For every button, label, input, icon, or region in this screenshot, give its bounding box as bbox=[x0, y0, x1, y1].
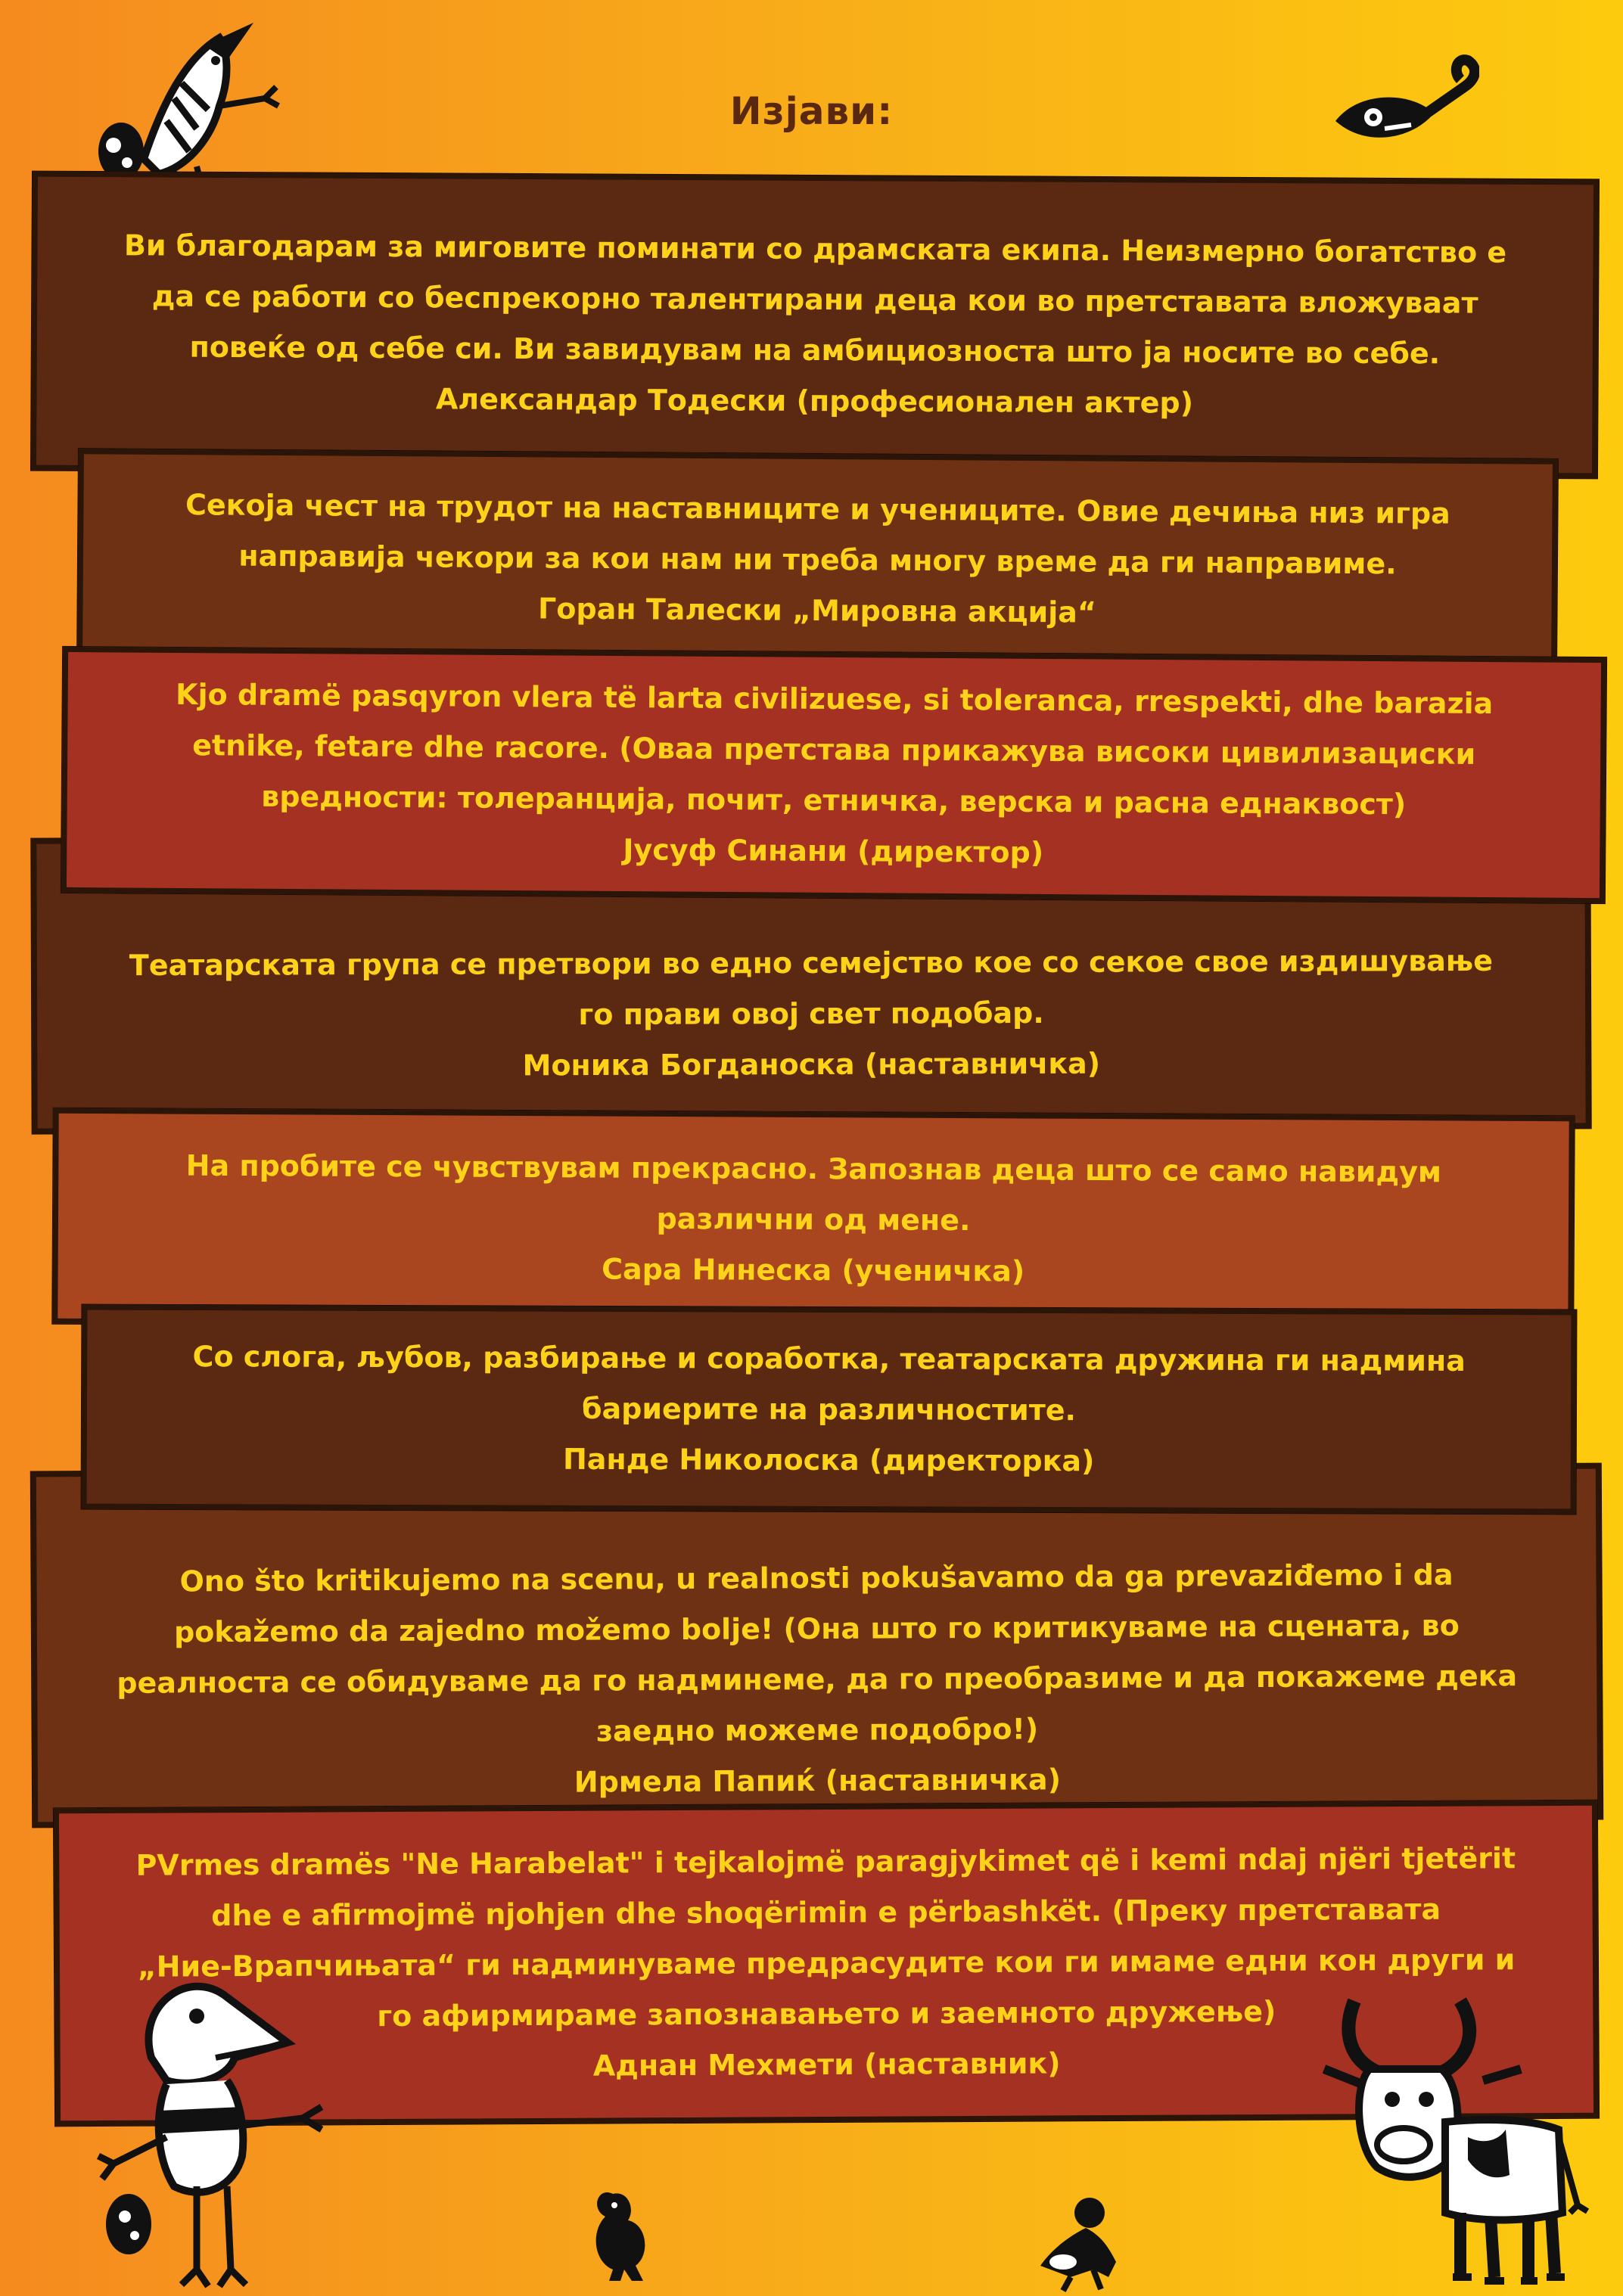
quote-line: вредности: толеранција, почит, етничка, верска и расна еднаквост) bbox=[261, 779, 1407, 821]
quote-card bbox=[82, 1305, 1577, 1515]
fish-icon bbox=[1328, 53, 1479, 166]
quote-card bbox=[52, 1108, 1574, 1332]
quote-text bbox=[93, 220, 1537, 430]
quote-line: го афирмираме запознавањето и заемното дружење) bbox=[377, 1994, 1276, 2033]
quote-author: Аднан Мехмети (наставник) bbox=[592, 2046, 1061, 2083]
quote-author: Сара Нинеска (ученичка) bbox=[602, 1252, 1025, 1288]
quote-text bbox=[99, 935, 1524, 1092]
quote-line: различни од мене. bbox=[656, 1201, 971, 1238]
quote-author: Александар Тодески (професионален актер) bbox=[435, 381, 1194, 420]
quote-card bbox=[77, 449, 1558, 671]
quote-author: Горан Талески „Мировна акција“ bbox=[538, 591, 1097, 629]
quote-line: Ви благодарам за миговите поминати со драмската екипа. Неизмерно богатство е bbox=[123, 228, 1507, 269]
bird-character-icon bbox=[83, 1959, 340, 2292]
quote-line: повеќе од себе си. Ви завидувам на амбициозноста што ја носите во себе. bbox=[189, 330, 1441, 370]
quote-text bbox=[154, 479, 1481, 640]
quote-line: Театарската група се претвори во едно семејство кое со секое свое издишување bbox=[129, 943, 1494, 982]
quote-line: pokažemo da zajedno možemo bolje! (Она што го критикуваме на сцената, во bbox=[173, 1608, 1460, 1648]
quote-line: го прави овој свет подобар. bbox=[578, 996, 1044, 1031]
quote-line: PVrmes dramës "Ne Harabelat" i tejkalojmë paragjykimet që i kemi ndaj njëri tjetërit bbox=[135, 1841, 1516, 1882]
quote-line: „Ние-Врапчињата“ ги надминуваме предрасудите кои ги имаме едни кон други и bbox=[137, 1942, 1516, 1984]
quote-text bbox=[155, 1140, 1472, 1299]
quote-line: dhe e afirmojmë njohjen dhe shoqërimin e përbashkët. (Преку претставата bbox=[211, 1892, 1441, 1932]
quote-line: реалноста се обидуваме да го надминеме, да го преобразиме и да покажеме дека bbox=[117, 1658, 1518, 1700]
quote-author: Моника Богданоска (наставничка) bbox=[522, 1046, 1101, 1082]
quote-line: Секоја чест на трудот на наставниците и учениците. Овие дечиња низ игра bbox=[185, 487, 1450, 530]
crawling-figure-icon bbox=[1033, 2194, 1131, 2292]
quote-line: направија чекори за кои нам ни треба многу време да ги направиме. bbox=[238, 539, 1397, 580]
quote-card bbox=[31, 1464, 1603, 1828]
quote-line: бариерите на различностите. bbox=[581, 1391, 1077, 1427]
small-creature-icon bbox=[583, 2179, 658, 2285]
quote-text bbox=[144, 669, 1523, 881]
quote-text bbox=[86, 1549, 1548, 1810]
quote-author: Јусуф Синани (директор) bbox=[623, 832, 1044, 869]
quote-card bbox=[61, 647, 1606, 903]
quote-line: Ono što kritikujemo na scenu, u realnosti pokušavamo da ga prevaziđemo i da bbox=[179, 1558, 1454, 1598]
cow-icon bbox=[1309, 1986, 1597, 2292]
quote-text bbox=[162, 1331, 1496, 1487]
quote-author: Ирмела Папиќ (наставничка) bbox=[574, 1762, 1062, 1799]
page-title: Изјави: bbox=[729, 89, 894, 133]
quote-line: На пробите се чувствувам прекрасно. Запознав деца што се само навидум bbox=[185, 1148, 1442, 1189]
quote-card bbox=[31, 172, 1599, 479]
quote-line: etnike, fetare dhe racore. (Оваа претстава прикажува високи цивилизациски bbox=[192, 728, 1476, 771]
quote-line: да се работи со беспрекорно талентирани деца кои во претставата вложуваат bbox=[151, 278, 1478, 320]
quote-line: заедно можеме подобро!) bbox=[595, 1711, 1039, 1748]
quote-author: Панде Николоска (директорка) bbox=[562, 1442, 1095, 1477]
quote-line: Kjo dramë pasqyron vlera të larta civilizuese, si toleranca, rrespekti, dhe barazia bbox=[175, 677, 1494, 720]
quote-line: Со слога, љубов, разбирање и соработка, театарската дружина ги надмина bbox=[192, 1339, 1466, 1378]
